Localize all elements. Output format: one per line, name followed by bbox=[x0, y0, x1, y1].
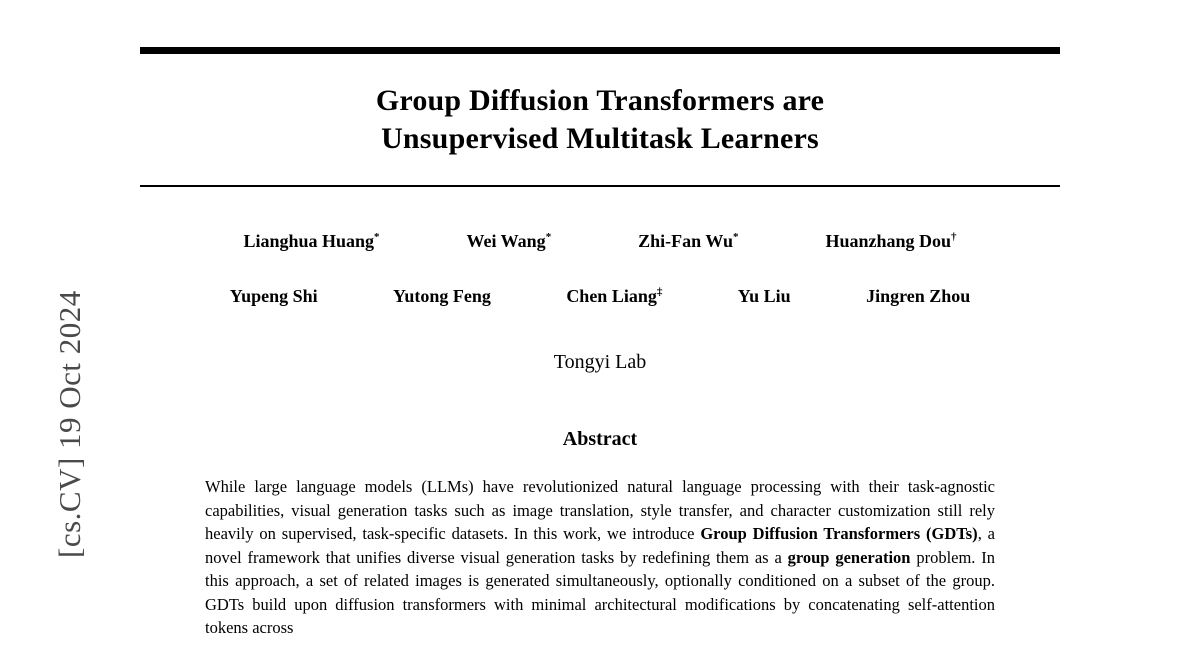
author-name: Wei Wang bbox=[466, 231, 546, 251]
author-affiliation-mark: ‡ bbox=[656, 286, 663, 298]
abstract-body bbox=[205, 475, 995, 640]
author-name: Lianghua Huang bbox=[243, 231, 375, 251]
abstract-emphasis: Group Diffusion Transformers (GDTs) bbox=[700, 524, 978, 543]
abstract-emphasis: group generation bbox=[787, 547, 911, 567]
author-affiliation-mark: * bbox=[733, 231, 739, 243]
author bbox=[828, 286, 1008, 307]
author-name: Yutong Feng bbox=[393, 286, 491, 306]
abstract-heading: Abstract bbox=[562, 428, 638, 450]
author-name: Yu Liu bbox=[737, 286, 791, 306]
author bbox=[423, 231, 595, 252]
author-name: Chen Liang bbox=[566, 286, 657, 306]
page-title-line-1: Group Diffusion Transformers are bbox=[375, 84, 825, 117]
page-title-line-2: Unsupervised Multitask Learners bbox=[381, 122, 819, 155]
author-affiliation-mark: † bbox=[951, 231, 957, 243]
author bbox=[200, 231, 423, 252]
title-rule-bottom bbox=[140, 185, 1060, 187]
author-name: Jingren Zhou bbox=[866, 286, 971, 306]
author bbox=[595, 231, 782, 252]
author-row bbox=[140, 231, 1060, 252]
author bbox=[355, 286, 528, 307]
abstract-text: , a novel framework that unifies diverse visual generation tasks by redefining them as a bbox=[205, 524, 996, 567]
arxiv-stamp bbox=[0, 0, 120, 648]
author bbox=[529, 286, 700, 307]
author-affiliation-mark: * bbox=[374, 231, 380, 243]
author-name: Zhi-Fan Wu bbox=[638, 231, 734, 251]
author-row bbox=[140, 286, 1060, 307]
title-rule-top bbox=[140, 47, 1060, 54]
author bbox=[700, 286, 828, 307]
author bbox=[782, 231, 1000, 252]
arxiv-stamp-text: [cs.CV] 19 Oct 2024 bbox=[52, 290, 87, 558]
author-list bbox=[140, 231, 1060, 307]
author-name: Yupeng Shi bbox=[229, 286, 318, 306]
paper-page bbox=[140, 0, 1060, 648]
author-affiliation-mark: * bbox=[545, 231, 552, 243]
abstract-text: While large language models (LLMs) have revolutionized natural language processing with their task-agnostic capabilities, visual generation tasks such as image translation, style transfer, and character customization still rely heavily on supervised, task-specific datasets. In this work, we introduce bbox=[205, 477, 995, 543]
author bbox=[192, 286, 355, 307]
page-title bbox=[140, 82, 1060, 158]
author-name: Huanzhang Dou bbox=[825, 231, 952, 251]
affiliation: Tongyi Lab bbox=[553, 351, 647, 373]
abstract-text: problem. In this approach, a set of related images is generated simultaneously, optionally conditioned on a subset of the group. GDTs build upon diffusion transformers with minimal architectural modifications by concatenating self-attention tokens across bbox=[205, 547, 996, 637]
